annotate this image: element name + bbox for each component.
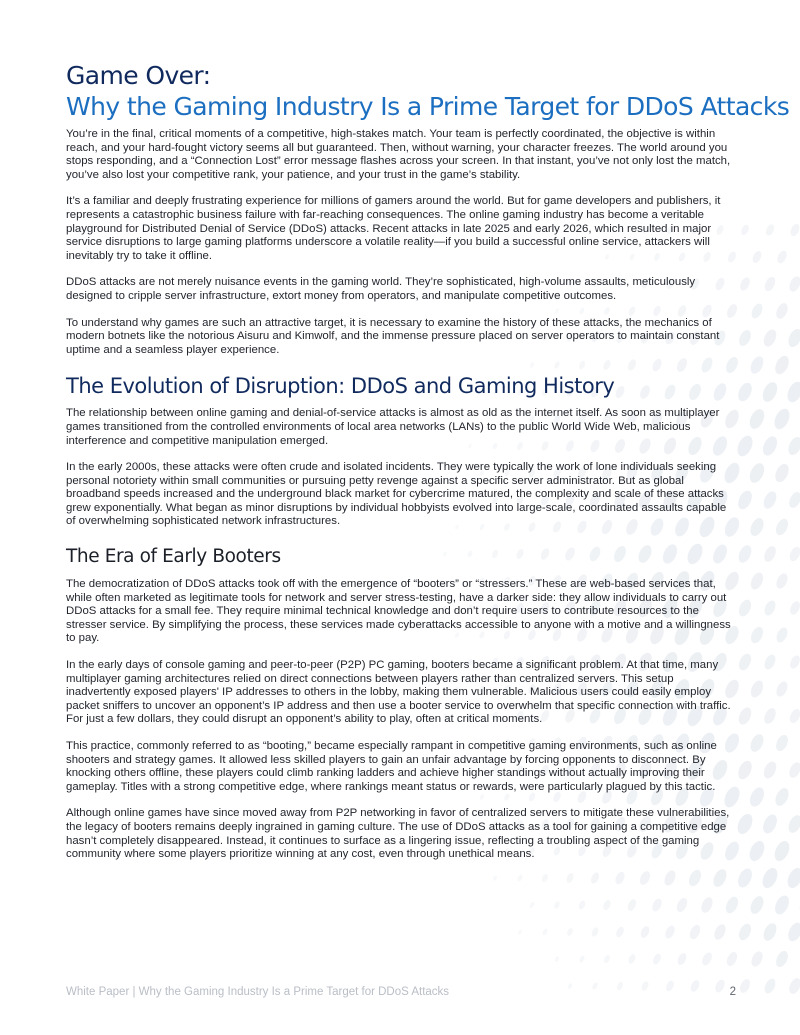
decorative-dot	[736, 705, 754, 726]
decorative-dot	[773, 786, 791, 808]
decorative-dot	[712, 923, 728, 942]
decorative-dot	[615, 926, 626, 939]
decorative-dot	[748, 732, 766, 754]
decorative-dot	[735, 488, 754, 511]
decorative-dot	[785, 921, 800, 944]
decorative-dot	[736, 543, 754, 564]
decorative-dot	[590, 926, 599, 937]
booters-paragraph-2: In the early days of console gaming and peer-to-peer (P2P) PC gaming, booters became a significant problem. At that time, many multiplayer gaming architectures relied on direct connections between players rather than centralized servers. This setup inadvertently exposed players' IP addresses to others in the lobby, making them vulnerable. Malicious users could easily employ packet sniffers to uncover an opponent’s IP address and then use a booter service to overwhelm that specific connection with traffic. For just a few dollars, they could disrupt an opponent’s ability to play, often at critical moments.	[66, 659, 731, 726]
decorative-dot	[789, 223, 800, 238]
decorative-dot	[761, 489, 779, 510]
decorative-dot	[774, 949, 791, 969]
decorative-dot	[775, 249, 788, 265]
page-content	[66, 60, 790, 875]
decorative-dot	[748, 679, 765, 700]
decorative-dot	[771, 406, 792, 431]
decorative-dot	[737, 328, 753, 348]
decorative-dot	[772, 893, 791, 916]
decorative-dot	[774, 733, 791, 753]
decorative-dot	[762, 977, 777, 995]
decorative-dot	[688, 923, 703, 941]
decorative-dot	[738, 276, 752, 292]
decorative-dot	[774, 680, 790, 699]
booters-paragraph-1: The democratization of DDoS attacks took off with the emergence of “booters” or “stressers.” These are web-based services that, while often marketed as legitimate tools for network and server stress-testing, have a darker side: they allow individuals to carry out DDoS attacks for a small fee. They require minimal technical knowledge and don’t require users to contribute resources to the stresser service. By simplifying the process, these services made cyberattacks accessible to anyone with a motive and a willingness to pay.	[66, 578, 731, 645]
intro-paragraph-4: To understand why games are such an attractive target, it is necessary to examine the history of these attacks, the mechanics of modern botnets like the notorious Aisuru and Kimwolf, and the immense pressure placed on server operators to maintain constant uptime and a seamless player experience.	[66, 316, 720, 356]
decorative-dot	[760, 866, 781, 891]
decorative-dot	[762, 544, 778, 563]
evolution-paragraph-2: In the early 2000s, these attacks were often crude and isolated incidents. They were typically the work of lone individuals seeking personal notoriety within small communities or pursuing petty revenge against a specific server administrator. But as global broadband speeds increased and the underground black market for cybercrime matured, the complexity and scale of these attacks grew exponentially. What began as minor disruptions by individual hobbyists evolved into large-scale, coordinated assaults capable of overwhelming sophisticated network infrastructures.	[66, 461, 727, 528]
decorative-dot	[639, 925, 651, 939]
subsection-heading-early-booters: The Era of Early Booters	[66, 546, 281, 568]
decorative-dot	[578, 900, 587, 911]
decorative-dot	[788, 600, 800, 616]
decorative-dot	[761, 327, 779, 348]
decorative-dot	[517, 874, 524, 882]
decorative-dot	[786, 435, 800, 457]
decorative-dot	[760, 434, 780, 458]
decorative-dot	[735, 812, 756, 837]
decorative-dot	[700, 951, 713, 967]
decorative-dot	[760, 380, 780, 404]
decorative-dot	[699, 896, 715, 915]
decorative-dot	[602, 899, 612, 911]
decorative-dot	[784, 379, 800, 404]
decorative-dot	[553, 900, 561, 909]
decorative-dot	[787, 760, 800, 779]
intro-paragraph-2: It’s a familiar and deeply frustrating experience for millions of gamers around the world. But for game developers and publishers, it represents a catastrophic business failure with far-reaching consequences. The online gaming industry has become a veritable playground for Distributed Denial of Service (DDoS) attacks. Recent attacks in late 2025 and early 2026, which resulted in major service disruptions to large gaming platforms underscore a volatile reality—if you build a successful online service, attackers will inevitably try to take it offline.	[66, 195, 721, 262]
decorative-dot	[554, 956, 560, 963]
decorative-dot	[748, 894, 766, 916]
decorative-dot	[786, 327, 800, 349]
decorative-dot	[517, 929, 522, 935]
decorative-dot	[749, 302, 764, 320]
decorative-dot	[773, 354, 792, 377]
decorative-dot	[529, 901, 535, 908]
decorative-dot	[748, 516, 766, 538]
decorative-dot	[735, 866, 755, 889]
document-title-line2: Why the Gaming Industry Is a Prime Target for DDoS Attacks	[66, 92, 790, 121]
decorative-dot	[675, 896, 689, 913]
decorative-dot	[774, 301, 790, 320]
decorative-dot	[735, 381, 754, 404]
decorative-dot	[736, 598, 753, 618]
decorative-dot	[762, 706, 778, 725]
decorative-dot	[740, 224, 751, 237]
decorative-dot	[787, 490, 800, 510]
decorative-dot	[762, 599, 777, 617]
decorative-dot	[738, 977, 752, 994]
decorative-dot	[788, 545, 800, 563]
decorative-dot	[725, 950, 739, 967]
decorative-dot	[492, 875, 497, 881]
decorative-dot	[579, 955, 586, 963]
decorative-dot	[747, 839, 768, 864]
decorative-dot	[603, 954, 611, 964]
decorative-dot	[762, 653, 777, 671]
decorative-dot	[787, 976, 800, 995]
decorative-dot	[748, 354, 766, 375]
decorative-dot	[747, 785, 767, 809]
decorative-dot	[736, 759, 755, 782]
decorative-dot	[542, 928, 549, 936]
decorative-dot	[626, 898, 638, 912]
decorative-dot	[650, 897, 663, 913]
decorative-dot	[772, 839, 793, 864]
decorative-dot	[566, 927, 574, 937]
decorative-dot	[761, 921, 779, 943]
decorative-dot	[723, 895, 740, 915]
decorative-dot	[749, 950, 765, 969]
decorative-dot	[747, 407, 767, 431]
decorative-dot	[676, 952, 688, 967]
decorative-dot	[763, 275, 778, 293]
page-footer	[66, 986, 736, 998]
booters-paragraph-4: Although online games have since moved away from P2P networking in favor of centralized servers to mitigate these vulnerabilities, the legacy of booters remains deeply ingrained in gaming culture. The use of DDoS attacks as a tool for gaining a competitive edge hasn’t completely disappeared. Instead, it continues to surface as a lingering issue, reflecting a troubling aspect of the gaming community where some players prioritize winning at any cost, even through unethical means.	[66, 807, 730, 861]
decorative-dot	[787, 275, 800, 294]
decorative-dot	[774, 572, 790, 591]
decorative-dot	[788, 707, 800, 724]
decorative-dot	[785, 866, 800, 891]
decorative-dot	[788, 654, 800, 670]
booters-paragraph-3: This practice, commonly referred to as “booting,” became especially rampant in competitive gaming environments, such as online shooters and strategy games. It allowed less skilled players to gain an unfair advantage by forcing opponents to disconnect. By knocking others offline, these players could climb ranking ladders and achieve higher standings without actually improving their gameplay. Titles with a strong competitive edge, where rankings meant status or rewards, were particularly plagued by this tactic.	[66, 740, 717, 793]
decorative-dot	[663, 924, 676, 940]
decorative-dot	[760, 812, 779, 835]
decorative-dot	[761, 760, 778, 781]
evolution-paragraph-1: The relationship between online gaming and denial-of-service attacks is almost as old as the internet itself. As soon as multiplayer games transitioned from the controlled environments of local area networks (LANs) to the public World Wide Web, malicious interference and competitive manipulation emerged.	[66, 407, 720, 447]
document-title-line1: Game Over:	[66, 61, 211, 90]
decorative-dot	[774, 626, 789, 644]
decorative-dot	[751, 250, 763, 265]
decorative-dot	[737, 652, 754, 672]
footer-title: White Paper | Why the Gaming Industry Is a Prime Target for DDoS Attacks	[66, 986, 450, 998]
decorative-dot	[764, 223, 776, 237]
decorative-dot	[749, 625, 766, 645]
decorative-dot	[734, 433, 755, 458]
decorative-dot	[786, 813, 800, 835]
decorative-dot	[747, 461, 767, 485]
decorative-dot	[652, 952, 663, 965]
decorative-dot	[748, 571, 765, 592]
decorative-dot	[774, 517, 791, 537]
decorative-dot	[737, 922, 754, 942]
intro-paragraph-3: DDoS attacks are not merely nuisance events in the gaming world. They’re sophisticated, high-volume assaults, meticulously designed to cripple server infrastructure, extort money from operators, and manipulate competitive outcomes.	[66, 276, 696, 302]
section-heading-evolution: The Evolution of Disruption: DDoS and Gaming History	[66, 374, 615, 399]
decorative-dot	[627, 953, 637, 965]
page-number: 2	[729, 986, 736, 998]
decorative-dot	[773, 462, 792, 484]
intro-paragraph-1: You’re in the final, critical moments of a competitive, high-stakes match. Your team is perfectly coordinated, the objective is within reach, and your hard-fought victory seems all but guaranteed. Then, without warning, your character freezes. The world around you stops responding, and a “Connection Lost” error message flashes across your screen. In that instant, you’ve not only lost the match, you’ve also lost your competitive rank, your patience, and your trust in the game’s stability.	[66, 128, 731, 181]
